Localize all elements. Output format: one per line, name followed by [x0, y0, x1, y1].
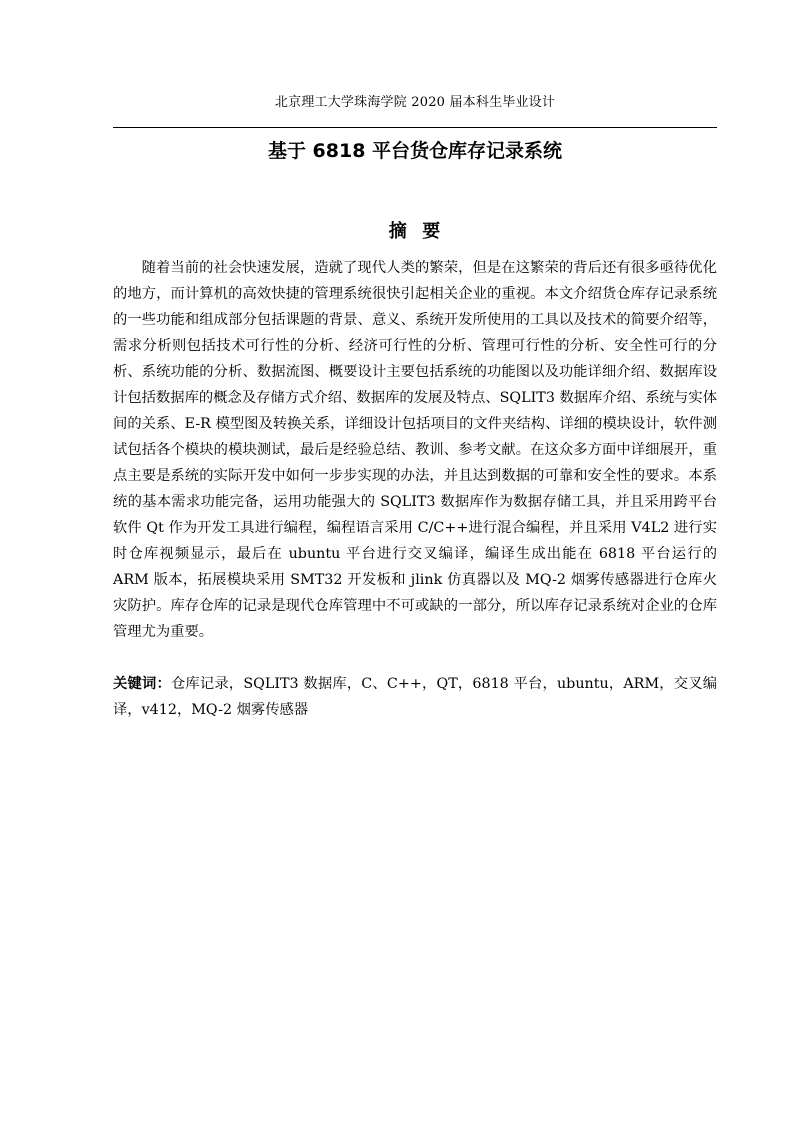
running-header: 北京理工大学珠海学院 2020 届本科生毕业设计 — [274, 95, 556, 110]
abstract-body: 随着当前的社会快速发展，造就了现代人类的繁荣，但是在这繁荣的背后还有很多亟待优化的地方，而计算机的高效快捷的管理系统很快引起相关企业的重视。本文介绍货仓库存记录系统的一些功能和组成部分包括课题的背景、意义、系统开发所使用的工具以及技术的简要介绍等，需求分析则包括技术可行性的分析、经济可行性的分析、管理可行性的分析、安全性可行的分析、系统功能的分析、数据流图、概要设计主要包括系统的功能图以及功能详细介绍、数据库设计包括数据库的概念及存储方式介绍、数据库的发展及特点、SQLIT3 数据库介绍、系统与实体间的关系、E-R 模型图及转换关系，详细设计包括项目的文件夹结构、详细的模块设计，软件测试包括各个模块的模块测试，最后是经验总结、教训、参考文献。在这众多方面中详细展开，重点主要是系统的实际开发中如何一步步实现的办法，并且达到数据的可靠和安全性的要求。本系统的基本需求功能完备，运用功能强大的 SQLIT3 数据库作为数据存储工具，并且采用跨平台软件 Qt 作为开发工具进行编程，编程语言采用 C/C++进行混合编程，并且采用 V4L2 进行实时仓库视频显示，最后在 ubuntu 平台进行交叉编译，编译生成出能在 6818 平台运行的 ARM 版本，拓展模块采用 SMT32 开发板和 jlink 仿真器以及 MQ-2 烟雾传感器进行仓库火灾防护。库存仓库的记录是现代仓库管理中不可或缺的一部分，所以库存记录系统对企业的仓库管理尤为重要。 — [113, 260, 717, 640]
abstract-heading-text: 摘 要 — [388, 221, 442, 242]
header-rule — [113, 127, 717, 128]
keywords-paragraph — [113, 671, 717, 723]
keywords-label: 关键词： — [113, 676, 171, 692]
document-title: 基于 6818 平台货仓库存记录系统 — [267, 140, 563, 162]
keywords-text: 仓库记录，SQLIT3 数据库，C、C++，QT，6818 平台，ubuntu，ARM，交叉编译，v412，MQ-2 烟雾传感器 — [113, 676, 718, 718]
abstract-heading — [113, 220, 717, 244]
